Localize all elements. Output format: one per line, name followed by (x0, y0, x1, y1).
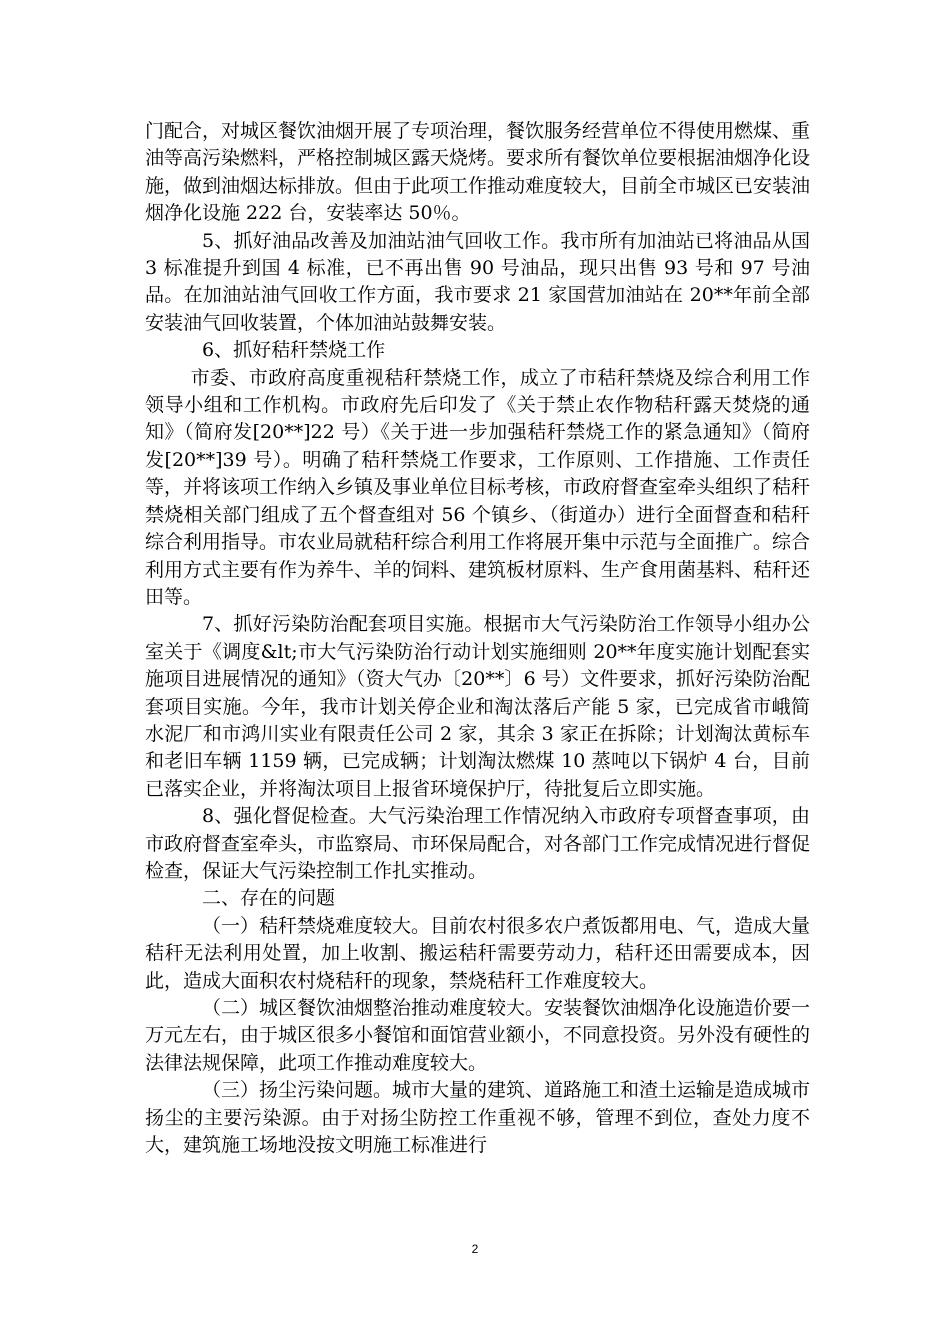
paragraph-item-7: 7、抓好污染防治配套项目实施。根据市大气污染防治工作领导小组办公室关于《调度&lt;市大气污染防治行动计划实施细则 20**年度实施计划配套实施项目进展情况的通知》（资大气办〔20**〕6 号）文件要求，抓好污染防治配套项目实施。今年，我市计划关停企业和淘汰落后产能 5 家，已完成省市峨简水泥厂和市鸿川实业有限责任公司 2 家，其余 3 家正在拆除；计划淘汰黄标车和老旧车辆 1159 辆，已完成辆；计划淘汰燃煤 10 蒸吨以下锅炉 4 台，目前已落实企业，并将淘汰项目上报省环境保护厅，待批复后立即实施。 (145, 613, 810, 800)
heading-item-6: 6、抓好秸秆禁烧工作 (202, 339, 386, 362)
paragraph-problem-2: （二）城区餐饮油烟整治推动难度较大。安装餐饮油烟净化设施造价要一万元左右，由于城区很多小餐馆和面馆营业额小，不同意投资。另外没有硬性的法律法规保障，此项工作推动难度较大。 (145, 997, 811, 1074)
document-body (145, 118, 810, 1159)
page-number: 2 (471, 1242, 479, 1256)
paragraph-item-5: 5、抓好油品改善及加油站油气回收工作。我市所有加油站已将油品从国 3 标准提升到国 4 标准，已不再出售 90 号油品，现只出售 93 号和 97 号油品。在加油站油气回收工作方面，我市要求 21 家国营加油站在 20**年前全部安装油气回收装置，个体加油站鼓舞安装。 (145, 229, 810, 334)
paragraph-problem-3: （三）扬尘污染问题。城市大量的建筑、道路施工和渣土运输是造成城市扬尘的主要污染源。由于对扬尘防控工作重视不够，管理不到位，查处力度不大，建筑施工场地没按文明施工标准进行 (145, 1079, 811, 1157)
paragraph-continuation: 门配合，对城区餐饮油烟开展了专项治理，餐饮服务经营单位不得使用燃煤、重油等高污染燃料，严格控制城区露天烧烤。要求所有餐饮单位要根据油烟净化设施，做到油烟达标排放。但由于此项工作推动难度较大，目前全市城区已安装油烟净化设施 222 台，安装率达 50％。 (145, 120, 811, 225)
paragraph-problem-1: （一）秸秆禁烧难度较大。目前农村很多农户煮饭都用电、气，造成大量秸秆无法利用处置，加上收割、搬运秸秆需要劳动力，秸秆还田需要成本，因此，造成大面积农村烧秸秆的现象，禁烧秸秆工作难度较大。 (145, 914, 811, 992)
paragraph-straw-burning: 市委、市政府高度重视秸秆禁烧工作，成立了市秸秆禁烧及综合利用工作领导小组和工作机构。市政府先后印发了《关于禁止农作物秸秆露天焚烧的通知》（简府发[20**]22 号）《关于进一步加强秸秆禁烧工作的紧急通知》（简府发[20**]39 号）。明确了秸秆禁烧工作要求，工作原则、工作措施、工作责任等，并将该项工作纳入乡镇及事业单位目标考核，市政府督查室牵头组织了秸秆禁烧相关部门组成了五个督查组对 56 个镇乡、（街道办）进行全面督查和秸秆综合利用指导。市农业局就秸秆综合利用工作将展开集中示范与全面推广。综合利用方式主要有作为养牛、羊的饲料、建筑板材原料、生产食用菌基料、秸秆还田等。 (145, 366, 811, 608)
paragraph-item-8: 8、强化督促检查。大气污染治理工作情况纳入市政府专项督查事项，由市政府督查室牵头，市监察局、市环保局配合，对各部门工作完成情况进行督促检查，保证大气污染控制工作扎实推动。 (145, 805, 811, 882)
heading-existing-problems: 二、存在的问题 (202, 887, 336, 910)
